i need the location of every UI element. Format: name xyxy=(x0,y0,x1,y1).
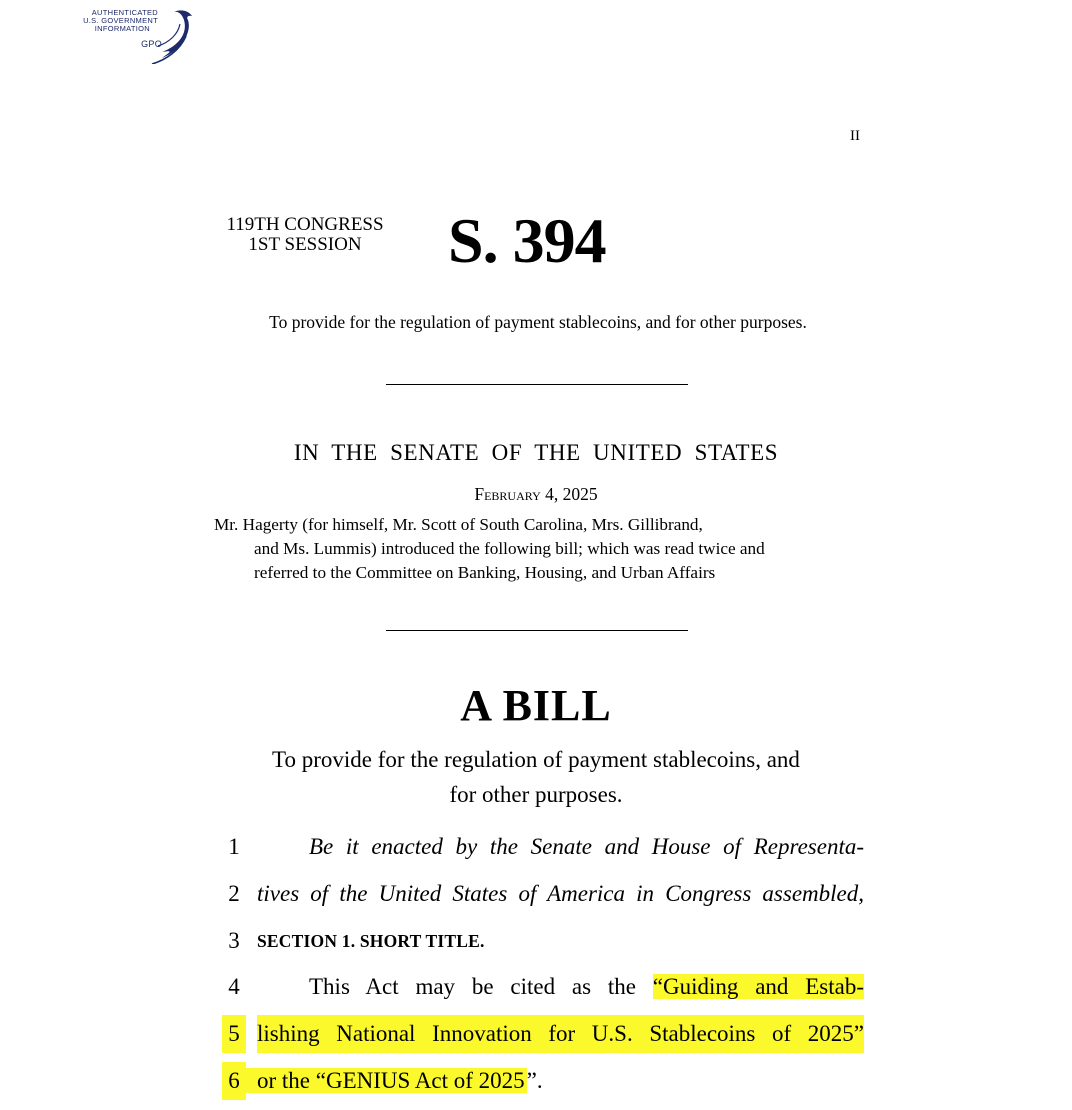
session-number: 1ST SESSION xyxy=(248,234,362,255)
eagle-icon xyxy=(148,6,198,64)
bill-line xyxy=(222,968,864,1006)
bill-line xyxy=(222,875,864,913)
line-number: 5 xyxy=(222,1015,246,1053)
highlighted-text: “Guiding and Estab- xyxy=(652,974,864,999)
bill-line xyxy=(222,1015,864,1053)
congress-number: 119TH CONGRESS xyxy=(226,214,384,235)
introduction-date: February 4, 2025 xyxy=(474,484,598,504)
line-number: 4 xyxy=(228,974,240,999)
sponsors-line2: and Ms. Lummis) introduced the following bill; which was read twice and xyxy=(254,539,765,558)
bill-line xyxy=(222,922,864,960)
seal-text-gpo: GPO xyxy=(141,39,162,49)
bill-number: S. 394 xyxy=(448,205,606,276)
long-title-line1: To provide for the regulation of payment stablecoins, and xyxy=(272,747,800,772)
line-number: 6 xyxy=(222,1062,246,1100)
seal-text-line1: AUTHENTICATED xyxy=(91,8,158,17)
sponsors-line3: referred to the Committee on Banking, Housing, and Urban Affairs xyxy=(254,563,716,582)
short-title-text: This Act may be cited as the “Guiding and Estab- xyxy=(309,974,864,999)
line-number: 3 xyxy=(228,928,240,953)
line-number: 2 xyxy=(228,881,240,906)
enacting-clause-text: tives of the United States of America in Congress assembled, xyxy=(257,881,864,906)
sponsors-paragraph xyxy=(214,513,864,585)
long-title xyxy=(0,742,1072,812)
highlighted-text: or the “GENIUS Act of 2025 xyxy=(246,1068,527,1093)
bill-line xyxy=(222,828,864,866)
gpo-authentication-seal xyxy=(78,6,198,66)
enacting-clause-text: Be it enacted by the Senate and House of Representa- xyxy=(309,834,864,859)
divider-rule-top xyxy=(386,384,688,385)
highlighted-text: lishing National Innovation for U.S. Stablecoins of 2025” xyxy=(257,1015,864,1053)
short-purpose: To provide for the regulation of payment stablecoins, and for other purposes. xyxy=(269,312,807,332)
a-bill-heading: A BILL xyxy=(460,681,612,730)
section-heading: SECTION 1. SHORT TITLE. xyxy=(257,931,485,951)
divider-rule-bottom xyxy=(386,630,688,631)
long-title-line2: for other purposes. xyxy=(449,782,623,807)
short-title-text: or the “GENIUS Act of 2025”. xyxy=(257,1062,864,1100)
senate-heading: IN THE SENATE OF THE UNITED STATES xyxy=(293,440,779,465)
seal-text-line3: INFORMATION xyxy=(94,24,150,33)
seal-text-line2: U.S. GOVERNMENT xyxy=(83,16,158,25)
line-number: 1 xyxy=(228,834,240,859)
sponsors-line1: Mr. Hagerty (for himself, Mr. Scott of South Carolina, Mrs. Gillibrand, xyxy=(214,515,703,534)
form-code: II xyxy=(850,128,860,144)
congress-session xyxy=(214,215,396,255)
bill-line xyxy=(222,1062,864,1100)
